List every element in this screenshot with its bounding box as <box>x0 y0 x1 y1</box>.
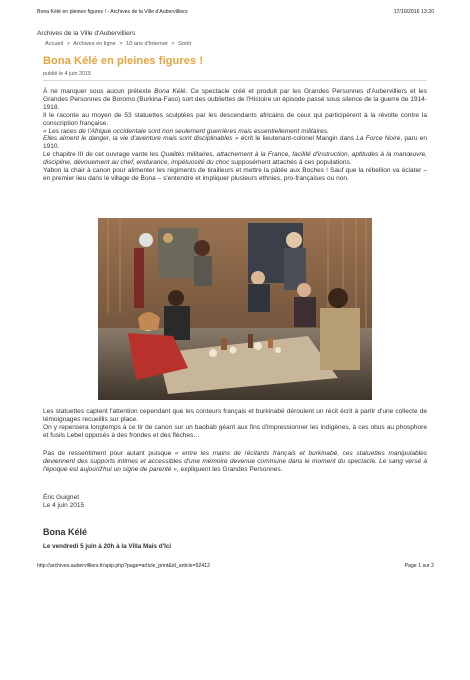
article-body <box>43 88 427 183</box>
article-photo <box>98 218 372 400</box>
paragraph-chapter: Le chapitre III de cet ouvrage vante les Qualités militaires, attachement à la France, facilité d'instruction, aptitudes à la manœuvre, discipline, dévouement au chef, endurance, impétuosité du choc supposément attachés à ces populations. <box>43 151 427 167</box>
paragraph-statuettes: Il le raconte au moyen de 53 statuettes sculptées par les descendants africains de ceux qui participèrent à la révolte contre la conscription française. <box>43 111 427 127</box>
article-title: Bona Kélé en pleines figures ! <box>43 55 204 67</box>
breadcrumb-item-sortir[interactable]: Sortir <box>178 41 192 47</box>
site-name[interactable]: Archives de la Ville d'Aubervilliers <box>37 30 136 37</box>
author-name: Éric Guignet <box>43 494 80 501</box>
section-title: Bona Kélé <box>43 527 88 537</box>
breadcrumb-separator: > <box>171 41 175 47</box>
paragraph-conteurs: Les statuettes captent l'attention cependant que les conteurs français et burkinabé déroulent un récit écrit à partir d'une collecte de témoignages recueillis sur place. <box>43 408 427 423</box>
print-footer <box>37 563 434 569</box>
paragraph-quote: « Les races de l'Afrique occidentale sont non seulement guerrières mais essentiellement militaires. <box>43 127 329 135</box>
breadcrumb <box>45 41 191 47</box>
photo-illustration <box>98 218 372 400</box>
article-body-continued <box>43 408 427 440</box>
paragraph-ressentiment: Pas de ressentiment pour autant puisque « entre les mains de récitants français et burkinabé, ces statuettes manipulables deviennent des supports intimes et accessibles d'une mémoire devenue commune dans le moment du spectacle. Le sang versé à l'époque est aujourd'hui un signe de parenté », expliquent les Grandes Personnes. <box>43 450 427 473</box>
breadcrumb-item-10-ans[interactable]: 10 ans d'Internet <box>126 41 168 47</box>
footer-url: http://archives.aubervilliers.fr/spip.php?page=article_print&id_article=92412 <box>37 563 211 569</box>
print-header-timestamp: 17/10/2016 13:20 <box>393 9 434 15</box>
breadcrumb-item-archives[interactable]: Archives en ligne <box>73 41 116 47</box>
publish-date: publié le 4 juin 2015 <box>43 71 91 77</box>
paragraph-intro: À ne manquer sous aucun prétexte Bona Kélé. Ce spectacle créé et produit par les Grandes Personnes d'Aubervilliers et les Grandes Personnes de Boromo (Burkina-Faso) sort des oubliettes de l'Histoire un épisode passé sous silence de la guerre de 1914-1918. <box>43 88 427 111</box>
breadcrumb-item-accueil[interactable]: Accueil <box>45 41 64 47</box>
event-line: Le vendredi 5 juin à 20h à la Villa Mais d'Ici <box>43 543 172 550</box>
signature-date: Le 4 juin 2015 <box>43 501 85 509</box>
print-header <box>37 9 434 15</box>
article-body-conclusion <box>43 450 427 474</box>
breadcrumb-separator: > <box>119 41 123 47</box>
paragraph-mangin: Elles aiment le danger, la vie d'aventure mais sont disciplinables » écrit le lieutenant-colonel Mangin dans La Force Noire, paru en 1910. <box>43 135 427 151</box>
signature <box>43 494 84 510</box>
print-header-title: Bona Kélé en pleines figures ! - Archives de la Ville d'Aubervilliers <box>37 9 188 15</box>
breadcrumb-separator: > <box>66 41 70 47</box>
page-number: Page 1 sur 2 <box>404 563 434 569</box>
paragraph-canon: On y repensera longtemps à ce tir de canon sur un baobab géant aux fins d'impressionner les indigènes, à ces obus au phosphore et fusils Lebel opposés à des frondes et des flèches… <box>43 423 427 439</box>
divider <box>43 80 427 81</box>
paragraph-rebellion: Yabon la chair à canon pour alimenter les régiments de tirailleurs et mettre la pâtée aux Boches ! Sauf que la rébellion va éclater – en premier lieu dans le village de Bona – s'entendre et impliquer plusieurs ethnies, pro-françaises ou non. <box>43 167 427 182</box>
